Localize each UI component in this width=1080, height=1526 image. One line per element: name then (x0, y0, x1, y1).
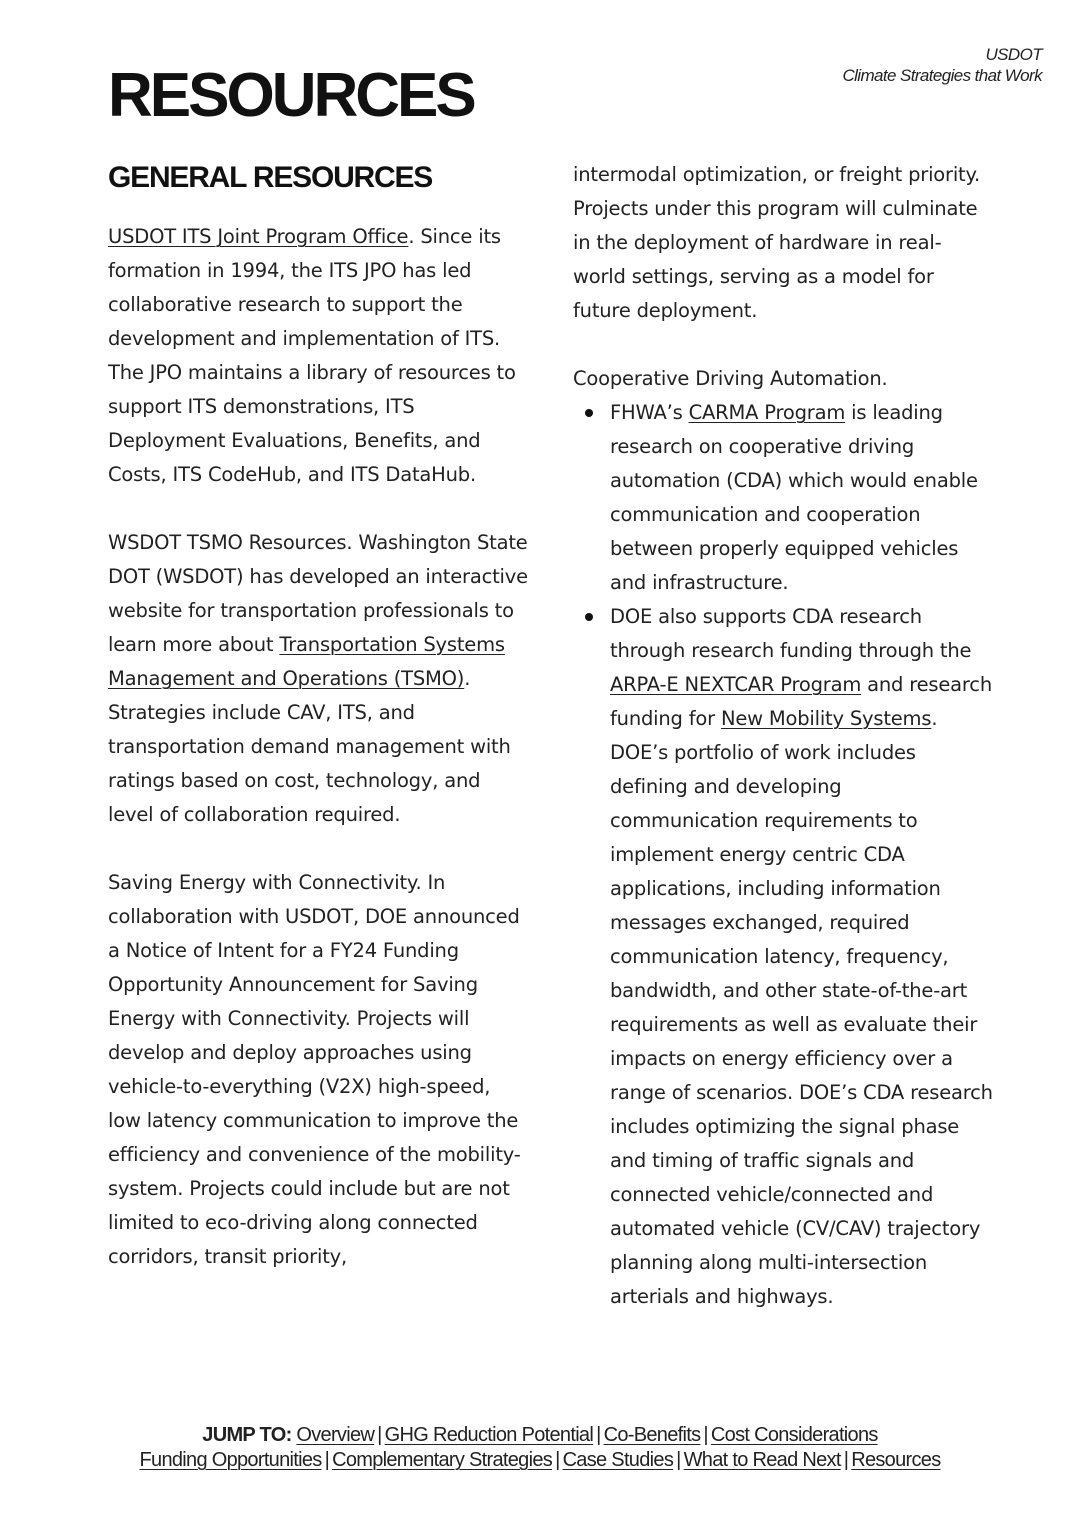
header-org: USDOT (985, 45, 1042, 64)
jump-to-row-1 (0, 1423, 1080, 1448)
section-heading: GENERAL RESOURCES (108, 161, 433, 194)
nav-link-resources[interactable]: Resources (851, 1449, 941, 1471)
list-item (610, 396, 993, 600)
nav-separator: | (555, 1449, 560, 1471)
bullet-text: FHWA’s (610, 401, 689, 424)
nav-separator: | (676, 1449, 681, 1471)
bullet-text: . DOE’s portfolio of work includes defining and developing communication requirements to implement energy centric CDA applications, including information messages exchanged, required communication latency, frequency, bandwidth, and other state-of-the-art requirements as well as evaluate their impacts on energy efficiency over a range of scenarios. DOE’s CDA research includes optimizing the signal phase and timing of traffic signals and connected vehicle/connected and automated vehicle (CV/CAV) trajectory planning along multi-intersection arterials and highways. (610, 707, 993, 1308)
nav-link-funding-opportunities[interactable]: Funding Opportunities (139, 1449, 322, 1471)
nav-link-co-benefits[interactable]: Co-Benefits (603, 1424, 701, 1446)
paragraph-its-jpo (108, 220, 528, 492)
paragraph-saving-energy (108, 866, 528, 1274)
new-mobility-systems-link[interactable]: New Mobility Systems (720, 707, 932, 730)
paragraph-text: . Since its formation in 1994, the ITS JPO has led collaborative research to support the development and implementation of ITS. The JPO maintains a library of resources to support ITS demonstrations, ITS Deployment Evaluations, Benefits, and Costs, ITS CodeHub, and ITS DataHub. (108, 225, 516, 486)
nav-link-overview[interactable]: Overview (296, 1424, 375, 1446)
tsmo-link[interactable]: Transportation Systems Management and Operations (TSMO) (108, 633, 505, 690)
paragraph-text: Saving Energy with Connectivity. In collaboration with USDOT, DOE announced a Notice of Intent for a FY24 Funding Opportunity Announcement for Saving Energy with Connectivity. Projects will develop and deploy approaches using vehicle-to-everything (V2X) high-speed, low latency communication to improve the efficiency and convenience of the mobility-system. Projects could include but are not limited to eco-driving along connected corridors, transit priority, (108, 871, 521, 1268)
nav-link-case-studies[interactable]: Case Studies (562, 1449, 674, 1471)
nav-link-cost-considerations[interactable]: Cost Considerations (710, 1424, 878, 1446)
nav-separator: | (377, 1424, 382, 1446)
bullet-text: DOE also supports CDA research through research funding through the (610, 605, 972, 662)
jump-to-row-2 (0, 1448, 1080, 1473)
cda-heading: Cooperative Driving Automation. (573, 367, 888, 390)
nav-link-what-to-read-next[interactable]: What to Read Next (683, 1449, 841, 1471)
arpa-e-nextcar-link[interactable]: ARPA-E NEXTCAR Program (610, 673, 862, 696)
cda-bullet-list (573, 396, 993, 1314)
header-series: Climate Strategies that Work (842, 66, 1042, 85)
jump-to-label: JUMP TO: (202, 1424, 292, 1446)
nav-link-ghg-reduction-potential[interactable]: GHG Reduction Potential (384, 1424, 594, 1446)
nav-separator: | (596, 1424, 601, 1446)
nav-separator: | (843, 1449, 849, 1471)
paragraph-text: . Strategies include CAV, ITS, and transportation demand management with ratings based on cost, technology, and level of collaboration required. (108, 667, 511, 826)
list-item (610, 600, 993, 1314)
nav-separator: | (703, 1424, 708, 1446)
left-column (108, 158, 528, 1274)
carma-program-link[interactable]: CARMA Program (688, 401, 846, 424)
paragraph-text: WSDOT TSMO Resources. Washington State DOT (WSDOT) has developed an interactive website for transportation professionals to learn more about (108, 531, 528, 656)
page-title: RESOURCES (108, 61, 474, 130)
jump-to-nav (0, 1423, 1080, 1473)
document-header (842, 44, 1042, 86)
paragraph-wsdot-tsmo (108, 526, 528, 832)
its-jpo-link[interactable]: USDOT ITS Joint Program Office (108, 225, 409, 248)
paragraph-continuation: intermodal optimization, or freight priority. Projects under this program will culminate in the deployment of hardware in real-world settings, serving as a model for future deployment. (573, 163, 981, 322)
bullet-text: is leading research on cooperative driving automation (CDA) which would enable communication and cooperation between properly equipped vehicles and infrastructure. (610, 401, 978, 594)
right-column (573, 158, 993, 1314)
nav-separator: | (324, 1449, 330, 1471)
bullet-text: and research funding for (610, 673, 992, 730)
nav-link-complementary-strategies[interactable]: Complementary Strategies (332, 1449, 553, 1471)
